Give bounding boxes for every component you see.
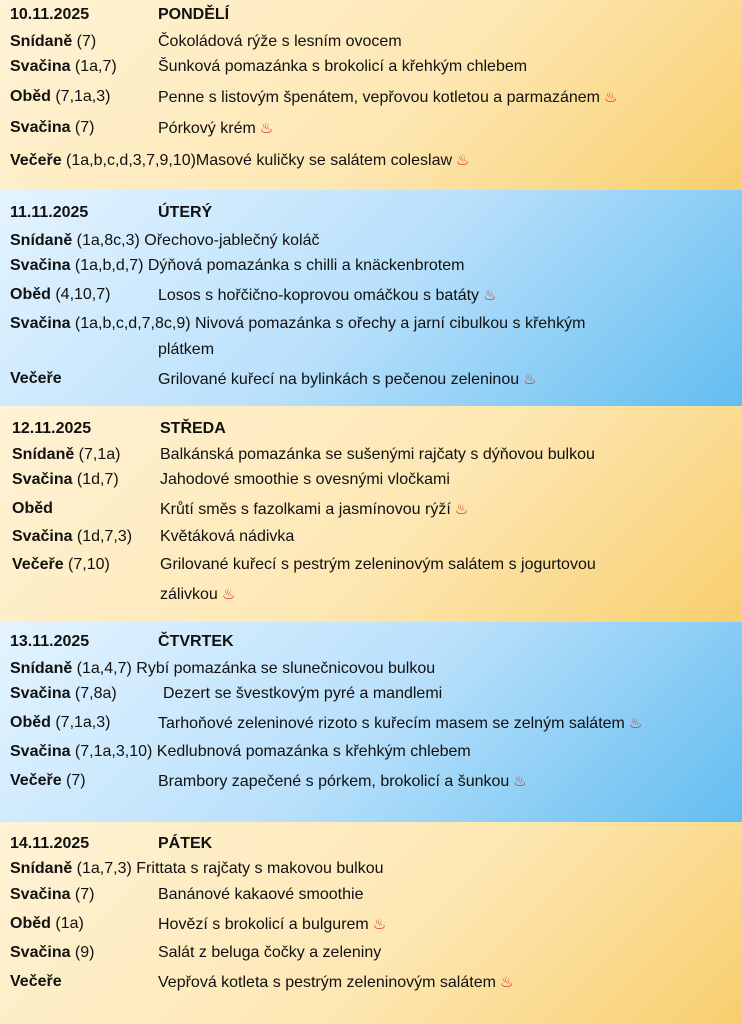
hot-dish-icon: ♨ [259,120,274,137]
hot-dish-icon: ♨ [523,371,537,388]
meal-dish: Banánové kakaové smoothie [158,886,364,903]
day-date: 13.11.2025 [10,633,90,650]
meal-label: Svačina (7) [10,886,95,903]
hot-dish-icon: ♨ [604,89,618,106]
meal-label: Svačina (1d,7) [12,471,119,488]
day-section-thursday [0,622,742,822]
meal-label: Svačina (7) [10,119,95,136]
day-date: 11.11.2025 [10,204,89,221]
day-name: STŘEDA [160,420,226,437]
meal-line: Svačina (1a,b,d,7) Dýňová pomazánka s chilli a knäckenbrotem [10,257,465,274]
meal-label: Večeře (7) [10,772,86,789]
meal-label: Večeře (7,10) [12,556,110,573]
hot-dish-icon: ♨ [221,586,236,603]
day-section-tuesday [0,190,742,406]
hot-dish-icon: ♨ [483,287,497,304]
meal-dish: Hovězí s brokolicí a bulgurem ♨ [158,916,387,933]
day-date: 12.11.2025 [12,420,92,437]
day-name: ÚTERÝ [158,204,213,221]
meal-dish: Tarhoňové zeleninové rizoto s kuřecím masem se zelným salátem ♨ [158,715,643,732]
meal-label: Večeře [10,973,62,990]
meal-label: Svačina (7,8a) [10,685,117,702]
day-date: 14.11.2025 [10,835,90,852]
hot-dish-icon: ♨ [628,715,643,732]
hot-dish-icon: ♨ [499,974,514,991]
meal-dish: Brambory zapečené s pórkem, brokolicí a šunkou ♨ [158,773,527,790]
day-section-wednesday [0,406,742,622]
meal-dish: Vepřová kotleta s pestrým zeleninovým salátem ♨ [158,974,514,991]
meal-dish: Grilované kuřecí s pestrým zeleninovým salátem s jogurtovou [160,556,596,573]
meal-line: Snídaně (1a,4,7) Rybí pomazánka se slunečnicovou bulkou [10,660,436,677]
meal-line: Snídaně (1a,7,3) Frittata s rajčaty s makovou bulkou [10,860,384,877]
hot-dish-icon: ♨ [456,152,470,169]
meal-line: Svačina (7,1a,3,10) Kedlubnová pomazánka s křehkým chlebem [10,743,471,760]
meal-label: Oběd [12,500,53,517]
meal-dish: Balkánská pomazánka se sušenými rajčaty s dýňovou bulkou [160,446,595,463]
meal-dish: Dezert se švestkovým pyré a mandlemi [163,685,443,702]
day-name: PÁTEK [158,835,213,852]
hot-dish-icon: ♨ [513,773,527,790]
meal-dish: Šunková pomazánka s brokolicí a křehkým chlebem [158,58,528,75]
hot-dish-icon: ♨ [372,916,387,933]
day-name: ČTVRTEK [158,633,234,650]
meal-label: Oběd (4,10,7) [10,286,111,303]
meal-dish: Květáková nádivka [160,528,295,545]
meal-dish: Losos s hořčično-koprovou omáčkou s batáty ♨ [158,287,497,304]
meal-label: Oběd (1a) [10,915,84,932]
day-name: PONDĚLÍ [158,6,230,23]
meal-line: Svačina (1a,b,c,d,7,8c,9) Nivová pomazánka s ořechy a jarní cibulkou s křehkým [10,315,586,332]
meal-line: Večeře (1a,b,c,d,3,7,9,10)Masové kuličky se salátem coleslaw ♨ [10,152,470,169]
meal-label: Snídaně (7,1a) [12,446,121,463]
meal-label: Svačina (9) [10,944,95,961]
meal-label: Večeře [10,370,62,387]
meal-dish-continued: zálivkou ♨ [160,586,236,603]
meal-dish-continued: plátkem [158,341,215,358]
meal-label: Snídaně (7) [10,33,97,50]
meal-dish: Čokoládová rýže s lesním ovocem [158,33,402,50]
meal-dish: Penne s listovým špenátem, vepřovou kotletou a parmazánem ♨ [158,89,618,106]
meal-dish: Salát z beluga čočky a zeleniny [158,944,382,961]
day-section-friday [0,822,742,1024]
meal-dish: Grilované kuřecí na bylinkách s pečenou zeleninou ♨ [158,371,537,388]
meal-label: Oběd (7,1a,3) [10,88,111,105]
hot-dish-icon: ♨ [454,501,469,518]
day-section-monday [0,0,742,190]
meal-label: Svačina (1d,7,3) [12,528,133,545]
meal-line: Snídaně (1a,8c,3) Ořechovo-jablečný koláč [10,232,320,249]
meal-dish: Jahodové smoothie s ovesnými vločkami [160,471,450,488]
day-date: 10.11.2025 [10,6,90,23]
meal-label: Oběd (7,1a,3) [10,714,111,731]
meal-label: Svačina (1a,7) [10,58,117,75]
meal-dish: Pórkový krém ♨ [158,120,274,137]
meal-dish: Krůtí směs s fazolkami a jasmínovou rýží ♨ [160,501,469,518]
